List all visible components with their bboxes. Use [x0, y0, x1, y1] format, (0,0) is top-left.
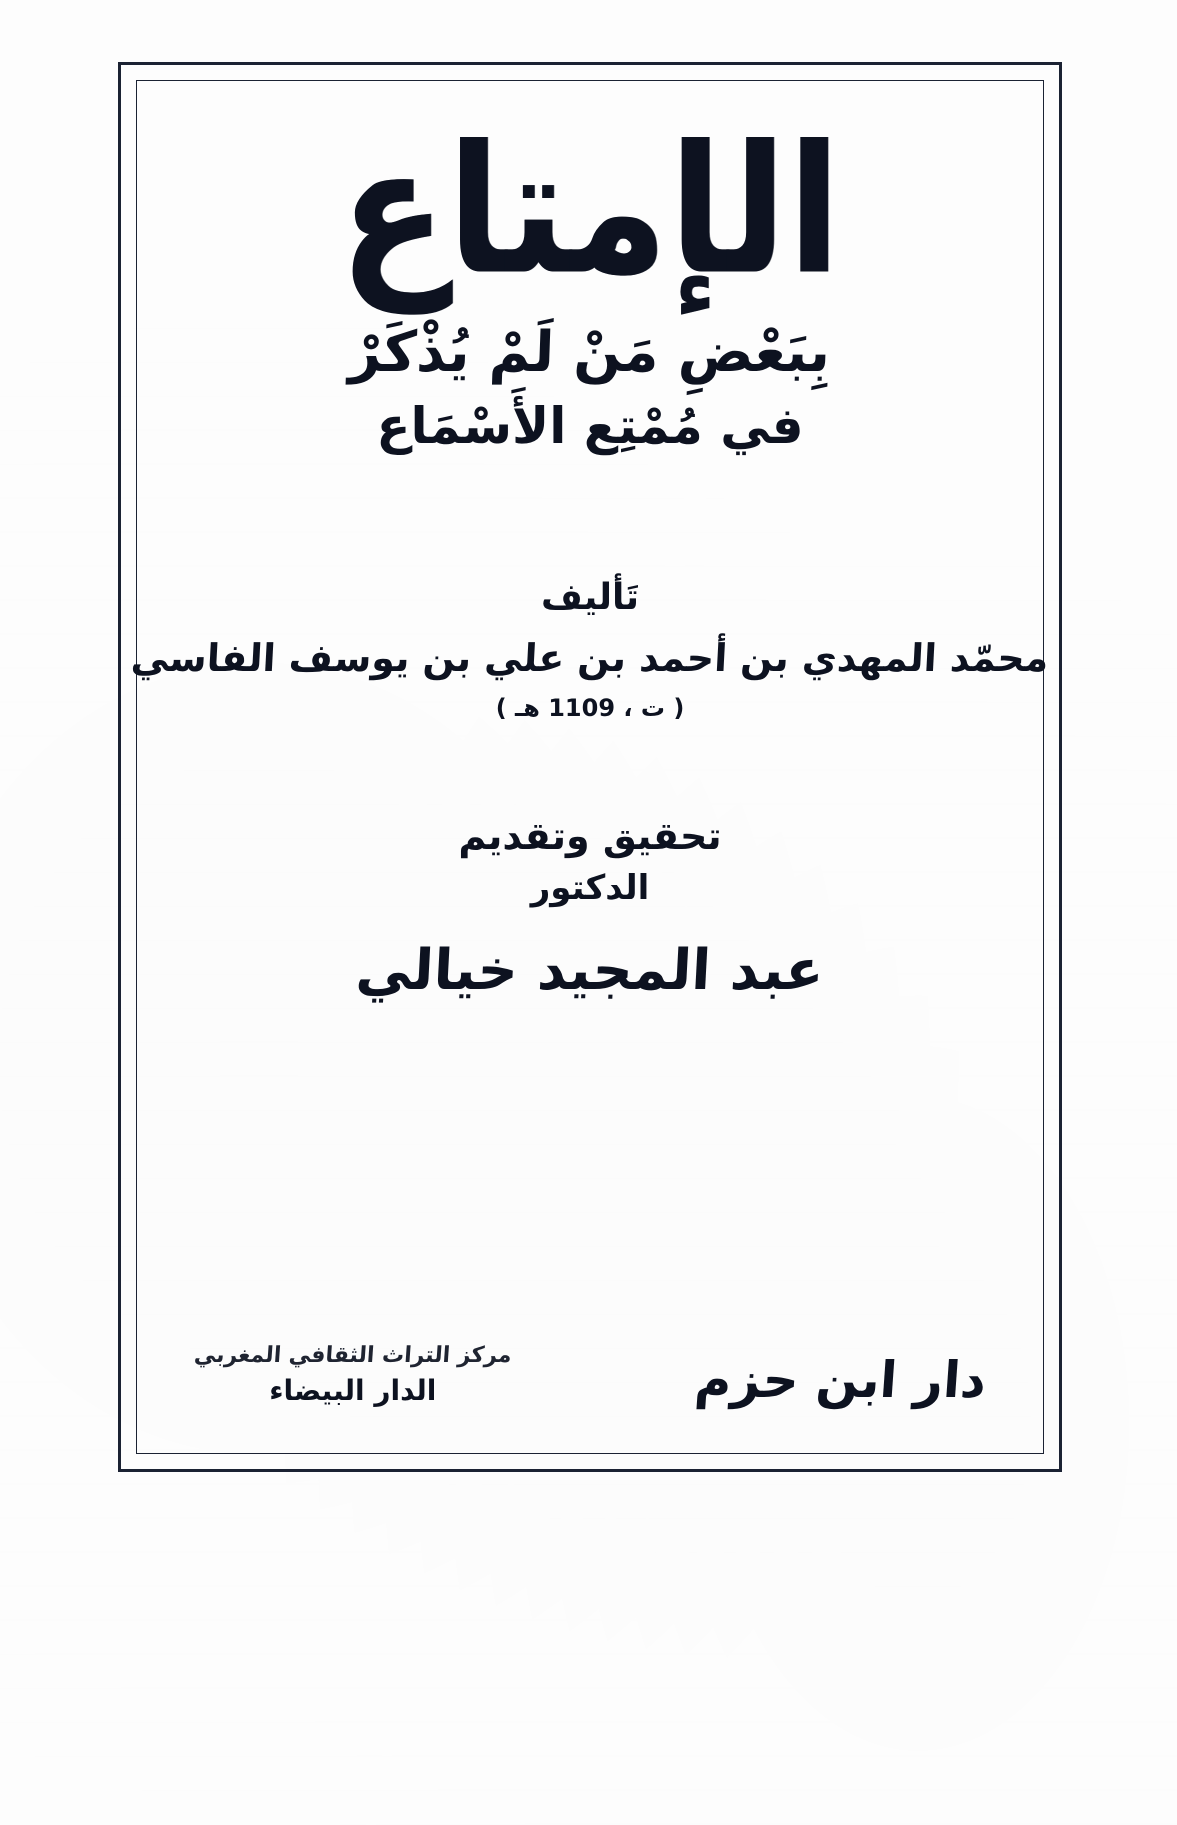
editor-label: تحقيق وتقديم [458, 814, 722, 858]
publisher-city: الدار البيضاء [269, 1374, 437, 1407]
publisher-logo-block [692, 1351, 989, 1409]
book-subtitle-line-1: بِبَعْضِ مَنْ لَمْ يُذْكَرْ [348, 320, 832, 385]
author-block [131, 577, 1048, 722]
publisher-center-block [194, 1342, 512, 1409]
author-label: تَأليف [540, 577, 640, 618]
publisher-center-name: مركز التراث الثقافي المغربي [193, 1342, 513, 1368]
publisher-logo-text: دار ابن حزم [692, 1351, 989, 1409]
publisher-footer [136, 1342, 1044, 1409]
author-death-note: ( ت ، 1109 هـ ) [495, 694, 685, 722]
editor-block [356, 814, 824, 1003]
book-subtitle-line-2: في مُمْتِع الأَسْمَاع [376, 397, 804, 455]
title-page-content [130, 80, 1050, 1454]
book-title-main: الإمتاع [338, 107, 842, 315]
editor-title-label: الدكتور [530, 868, 650, 908]
author-name: محمّد المهدي بن أحمد بن علي بن يوسف الفاسي [130, 636, 1050, 680]
editor-name: عبد المجيد خيالي [354, 938, 826, 1003]
